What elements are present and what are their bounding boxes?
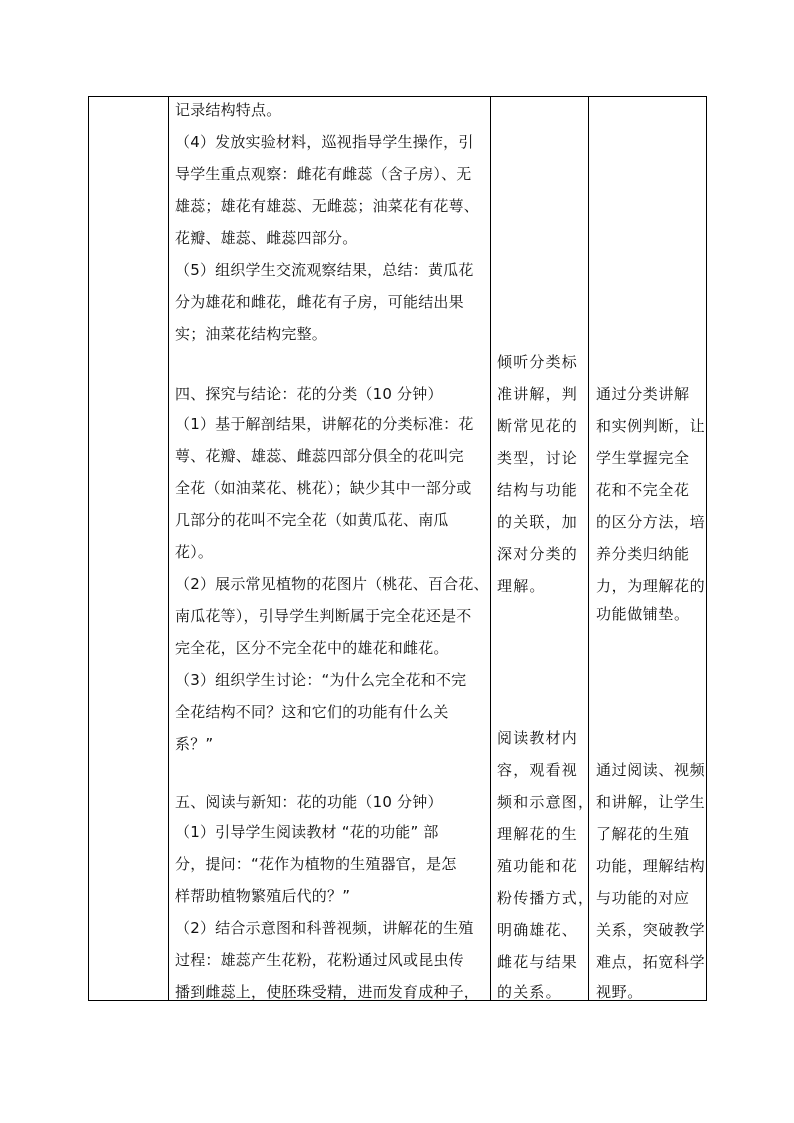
text-line: 力，为理解花的 bbox=[596, 577, 706, 595]
text-line: 养分类归纳能 bbox=[596, 545, 690, 563]
text-line: 深对分类的 bbox=[497, 545, 579, 563]
text-line: 导学生重点观察：雌花有雌蕊（含子房）、无 bbox=[175, 165, 472, 183]
text-line: （5）组织学生交流观察结果，总结：黄瓜花 bbox=[175, 261, 474, 279]
text-line: 殖功能和花 bbox=[497, 857, 579, 875]
design-intent-cell bbox=[589, 97, 707, 1000]
text-line: 结构与功能 bbox=[497, 481, 579, 499]
lesson-plan-table bbox=[88, 96, 707, 1001]
text-line: （3）组织学生讨论：“为什么完全花和不完 bbox=[175, 671, 467, 689]
text-line: 学生掌握完全 bbox=[596, 449, 690, 467]
text-line: 倾听分类标 bbox=[497, 353, 579, 371]
text-line: 理解。 bbox=[497, 577, 546, 595]
text-line: 理解花的生 bbox=[497, 825, 579, 843]
text-line: 功能做铺垫。 bbox=[596, 605, 690, 623]
text-line: 系？” bbox=[175, 735, 214, 753]
text-line: 和讲解，让学生 bbox=[596, 793, 706, 811]
text-line: 难点，拓宽科学 bbox=[596, 953, 706, 971]
text-line: 完全花，区分不完全花中的雄花和雌花。 bbox=[175, 639, 449, 657]
section-heading: 五、阅读与新知：花的功能（10 分钟） bbox=[175, 793, 443, 811]
text-line: 类型，讨论 bbox=[497, 449, 579, 467]
text-line: 分为雄花和雌花，雌花有子房，可能结出果 bbox=[175, 293, 464, 311]
text-line: 阅读教材内 bbox=[497, 729, 579, 747]
text-line: 的关联，加 bbox=[497, 513, 579, 531]
text-line: 断常见花的 bbox=[497, 417, 579, 435]
text-line: 实；油菜花结构完整。 bbox=[175, 325, 328, 343]
text-line: 过程：雄蕊产生花粉，花粉通过风或昆虫传 bbox=[175, 951, 464, 969]
text-line: 几部分的花叫不完全花（如黄瓜花、南瓜 bbox=[175, 511, 449, 529]
text-line: 频和示意图， bbox=[497, 793, 595, 811]
text-line: 的区分方法，培 bbox=[596, 513, 706, 531]
section-heading: 四、探究与结论：花的分类（10 分钟） bbox=[175, 385, 443, 403]
text-line: 全花结构不同？这和它们的功能有什么关 bbox=[175, 703, 449, 721]
text-line: 功能，理解结构 bbox=[596, 857, 706, 875]
text-line: 关系，突破教学 bbox=[596, 921, 706, 939]
text-line: 雄蕊；雄花有雄蕊、无雌蕊；油菜花有花萼、 bbox=[175, 197, 480, 215]
text-line: 通过阅读、视频 bbox=[596, 761, 706, 779]
teacher-activity-cell bbox=[169, 97, 489, 1000]
text-line: 萼、花瓣、雄蕊、雌蕊四部分俱全的花叫完 bbox=[175, 447, 464, 465]
text-line: （1）引导学生阅读教材 “花的功能” 部 bbox=[175, 823, 439, 841]
text-line: 的关系。 bbox=[497, 983, 562, 1001]
text-line: 花和不完全花 bbox=[596, 481, 690, 499]
text-line: 视野。 bbox=[596, 983, 643, 1001]
text-line: （2）展示常见植物的花图片（桃花、百合花、 bbox=[175, 575, 489, 593]
section-cell bbox=[89, 97, 168, 1000]
text-line: 全花（如油菜花、桃花）；缺少其中一部分或 bbox=[175, 479, 472, 497]
text-line: （4）发放实验材料，巡视指导学生操作，引 bbox=[175, 133, 474, 151]
text-line: 容，观看视 bbox=[497, 761, 579, 779]
text-line: 了解花的生殖 bbox=[596, 825, 690, 843]
text-line: 准讲解，判 bbox=[497, 385, 579, 403]
text-line: 粉传播方式， bbox=[497, 889, 595, 907]
text-line: 播到雌蕊上，使胚珠受精，进而发育成种子， bbox=[175, 983, 480, 1001]
text-line: 分，提问：“花作为植物的生殖器官，是怎 bbox=[175, 855, 457, 873]
text-line: 和实例判断，让 bbox=[596, 417, 706, 435]
text-line: 明确雄花、 bbox=[497, 921, 579, 939]
text-line: 花）。 bbox=[175, 543, 214, 561]
text-line: 雌花与结果 bbox=[497, 953, 579, 971]
text-line: 样帮助植物繁殖后代的？” bbox=[175, 887, 351, 905]
text-line: 记录结构特点。 bbox=[175, 101, 282, 119]
text-line: 与功能的对应 bbox=[596, 889, 690, 907]
text-line: （2）结合示意图和科普视频，讲解花的生殖 bbox=[175, 919, 474, 937]
text-line: 南瓜花等），引导学生判断属于完全花还是不 bbox=[175, 607, 472, 625]
text-line: （1）基于解剖结果，讲解花的分类标准：花 bbox=[175, 415, 474, 433]
student-activity-cell bbox=[491, 97, 595, 1001]
text-line: 通过分类讲解 bbox=[596, 385, 690, 403]
text-line: 花瓣、雄蕊、雌蕊四部分。 bbox=[175, 229, 358, 247]
